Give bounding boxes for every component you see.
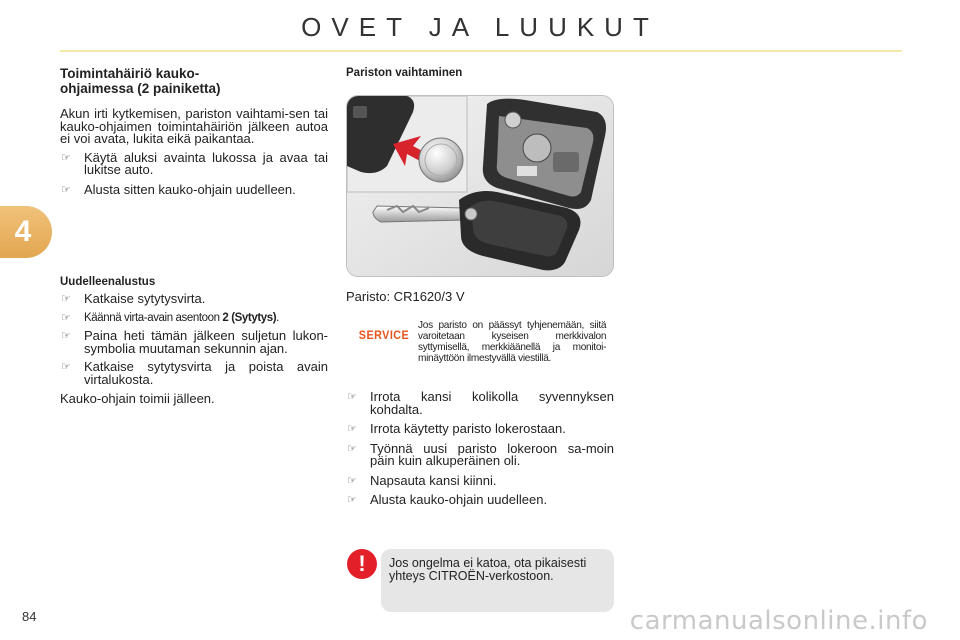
list-item — [60, 361, 328, 386]
ignition-position: 2 (Sytytys) — [222, 311, 277, 324]
closing-line: Kauko-ohjain toimii jälleen. — [60, 391, 215, 406]
heading-line-2: ohjaimessa (2 painiketta) — [60, 81, 221, 96]
list-item — [60, 149, 328, 177]
left-column — [60, 66, 328, 406]
pointing-hand-icon: ☞ — [347, 391, 357, 403]
pointing-hand-icon: ☞ — [61, 293, 71, 305]
list-item-text: Irrota käytetty paristo lokerostaan. — [370, 421, 566, 436]
pointing-hand-icon: ☞ — [347, 494, 357, 506]
list-item — [60, 181, 328, 197]
pointing-hand-icon: ☞ — [61, 183, 71, 196]
pointing-hand-icon: ☞ — [61, 361, 71, 373]
list-item — [346, 391, 614, 416]
list-item-text: Alusta kauko-ohjain uudelleen. — [370, 492, 548, 507]
service-logo: SERVICE — [358, 328, 410, 342]
page-title: OVET JA LUUKUT — [301, 12, 659, 42]
list-item-text: Työnnä uusi paristo lokeroon sa-moin päin kuin alkuperäinen oli. — [370, 440, 614, 468]
reset-heading: Uudelleenalustus — [60, 276, 156, 288]
chapter-number: 4 — [14, 215, 32, 248]
list-item — [346, 494, 614, 507]
list-item-text: Käytä aluksi avainta lukossa ja avaa tai lukitse auto. — [84, 149, 328, 177]
list-item — [60, 330, 328, 355]
list-item-text: Katkaise sytytysvirta. — [84, 291, 206, 306]
service-note-text: Jos paristo on päässyt tyhjenemään, siitä varoitetaan kyseisen merkkivalon syttymisellä, merkkiäänellä ja monitoi-minäyttöön ilmestyvällä viestillä. — [418, 319, 607, 364]
list-item-text: Katkaise sytytysvirta ja poista avain virtalukosta. — [84, 359, 328, 387]
warning-text: Jos ongelma ei katoa, ota pikaisesti yhteys CITROËN-verkostoon. — [389, 556, 587, 583]
header-divider — [60, 50, 902, 52]
list-item-text: Paina heti tämän jälkeen suljetun lukon-symbolia muutaman sekunnin ajan. — [84, 328, 328, 356]
list-item — [346, 440, 614, 468]
battery-steps — [346, 391, 614, 507]
chapter-tab — [0, 206, 52, 258]
list-item — [346, 472, 614, 488]
list-item-text: Napsauta kansi kiinni. — [370, 472, 497, 488]
pointing-hand-icon: ☞ — [347, 474, 357, 487]
key-fob-illustration — [347, 96, 614, 277]
battery-type-label: Paristo: CR1620/3 V — [346, 289, 465, 304]
list-item — [346, 423, 614, 436]
heading-line-1: Toimintahäiriö kauko- — [60, 66, 200, 81]
list-item — [60, 312, 328, 325]
intro-paragraph: Akun irti kytkemisen, pariston vaihtami-sen tai kauko-ohjaimen toimintahäiriön jälkeen autoa ei voi avata, lukita eikä paikantaa. — [60, 106, 328, 146]
list-item — [60, 293, 328, 306]
pointing-hand-icon: ☞ — [61, 311, 71, 324]
exclamation-icon: ! — [347, 549, 377, 579]
pointing-hand-icon: ☞ — [61, 151, 71, 164]
pointing-hand-icon: ☞ — [61, 330, 71, 342]
list-item-text-suffix: . — [276, 311, 279, 324]
pointing-hand-icon: ☞ — [347, 442, 357, 455]
pointing-hand-icon: ☞ — [347, 423, 357, 435]
list-item-text: Irrota kansi kolikolla syvennyksen kohdalta. — [370, 389, 614, 417]
battery-heading: Pariston vaihtaminen — [346, 67, 463, 79]
key-battery-photo — [346, 95, 614, 277]
watermark: carmanualsonline.info — [629, 606, 928, 636]
list-item-text-prefix: Käännä virta-avain asentoon — [84, 311, 223, 324]
list-item-text: Alusta sitten kauko-ohjain uudelleen. — [84, 181, 296, 197]
page-number: 84 — [22, 609, 37, 624]
section-heading — [60, 66, 328, 96]
